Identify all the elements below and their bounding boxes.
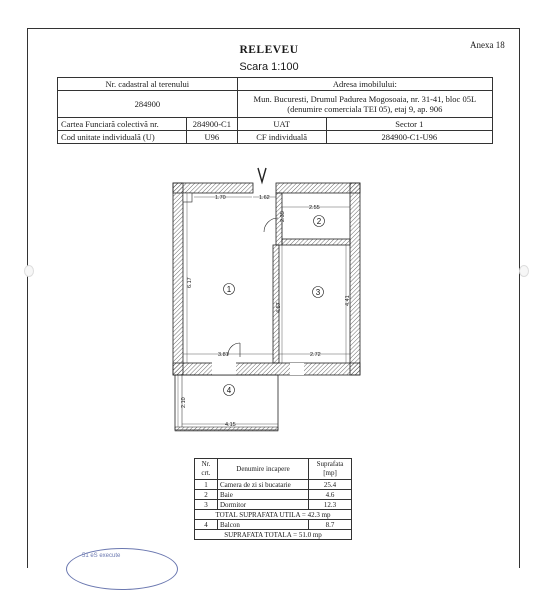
table-row: 4 Balcon 8.7 [195,520,352,530]
unit-code-value: U96 [187,131,238,144]
annex-label: Anexa 18 [470,40,505,50]
carte-funciara-label: Cartea Funciară colectivă nr. [58,118,187,131]
room-number: 4 [226,386,232,395]
dimension-label: 4.41 [345,295,351,306]
window-opening [290,363,304,375]
door-swing-icon [228,343,240,355]
cadastral-label: Nr. cadastral al terenului [58,78,238,91]
dimension-label: 3.81 [218,352,229,358]
unit-code-label: Cod unitate individuală (U) [58,131,187,144]
entrance-arrow-icon [258,168,266,182]
document-title: RELEVEU [239,44,299,56]
dimension-label: 2.55 [309,205,320,211]
uat-value: Sector 1 [326,118,492,131]
dimension-label: 2.72 [310,352,321,358]
uat-label: UAT [237,118,326,131]
table-row: 2 Baie 4.6 [195,490,352,500]
table-row: 3 Dormitor 12.3 [195,500,352,510]
balcony-door-opening [212,357,236,375]
dimension-label: 2.10 [181,397,187,408]
room-number: 1 [226,285,232,294]
dimension-label: 1.70 [215,195,226,201]
carte-funciara-value: 284900-C1 [187,118,238,131]
cf-label: CF individuală [237,131,326,144]
dimension-label: 2.35 [280,211,286,222]
dimension-label: 4.57 [276,302,282,313]
col-header-nr: Nr. crt. [195,459,218,480]
rooms-area-table [194,458,352,540]
col-header-name: Denumire incapere [218,459,309,480]
room-number: 3 [315,288,321,297]
shaft-box [183,193,192,202]
dimension-lines [178,193,350,427]
scale-label: Scara 1:100 [239,61,299,73]
stamp-text: 51 eS execute [82,553,121,559]
cf-value: 284900-C1-U96 [326,131,492,144]
col-header-area: Suprafata [mp] [309,459,352,480]
room-number: 2 [316,217,322,226]
table-row: 1 Camera de zi si bucatarie 25.4 [195,480,352,490]
dimension-label: 6.17 [187,277,193,288]
total-area-row: SUPRAFATA TOTALA = 51.0 mp [195,530,352,540]
dimension-label: 4.15 [225,422,236,428]
property-address: Mun. Bucuresti, Drumul Padurea Mogosoaia, nr. 31-41, bloc 05L (denumire comerciala TEI 05), etaj 9, ap. 906 [237,91,492,118]
address-label: Adresa imobilului: [237,78,492,91]
exterior-walls [173,183,360,375]
cadastral-number: 284900 [58,91,238,118]
dimension-label: 1.62 [259,195,270,201]
total-useful-row: TOTAL SUPRAFATA UTILA = 42.3 mp [195,510,352,520]
